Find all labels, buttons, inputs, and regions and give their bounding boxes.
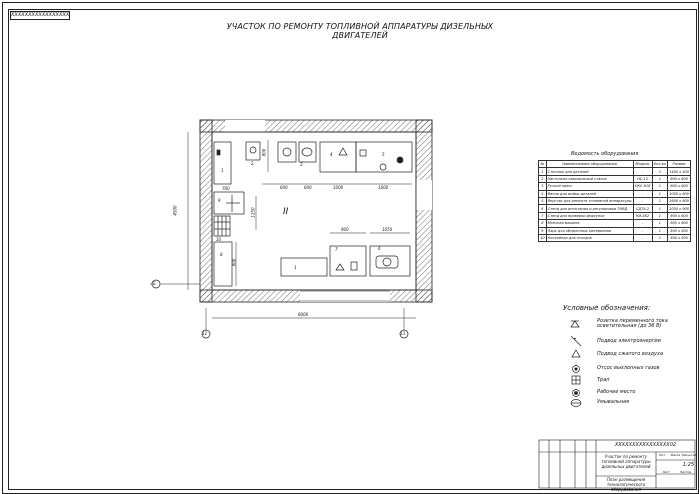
equipment-8-washer — [214, 242, 232, 286]
dim-1000: 1000 — [333, 185, 344, 190]
equipment-5-bench — [356, 142, 412, 172]
table-row — [539, 175, 691, 182]
top-stamp: XXXXXXXXXXXXXXXXX — [11, 12, 70, 18]
table-row — [539, 205, 691, 212]
table-cell: 1050 х 900 — [669, 206, 689, 211]
table-cell: Ручной пресс — [546, 183, 633, 190]
table-cell: 7 — [539, 212, 547, 219]
table-cell: 3 — [539, 183, 547, 190]
table-cell: Контейнер для отходов — [546, 234, 633, 241]
equipment-10-container — [214, 216, 230, 236]
table-row — [539, 227, 691, 234]
legend-item: Розетка переменного тока осветительная (до 36 В) — [597, 318, 668, 329]
title-block — [539, 440, 697, 492]
table-cell: 6 — [539, 205, 547, 212]
doc-code: XXXXXXXXXXXXXXXX02 — [614, 442, 677, 448]
wall-right — [416, 120, 432, 302]
legend-symbols — [571, 321, 581, 407]
equipment-1b-rack — [281, 258, 327, 276]
table-cell: Настольно-сверлильный станок — [546, 175, 633, 182]
equipment-3-press — [278, 142, 296, 162]
table-cell: 1 — [652, 190, 668, 197]
table-cell: ОКС-918 — [634, 184, 651, 189]
axis-label-b: Б — [153, 281, 156, 286]
table-cell: 10 — [540, 236, 545, 241]
table-cell: 2 — [539, 175, 547, 182]
col-mass: Масса — [670, 453, 681, 457]
scale-value: 1:25 — [682, 462, 695, 468]
equipment-number: 5 — [382, 152, 385, 157]
dim-1600: 1600 — [378, 185, 389, 190]
table-cell: КИ-562 — [633, 212, 652, 219]
equipment-number: 10 — [216, 237, 222, 242]
equipment-6-pump-stand — [370, 246, 410, 276]
col-header: Размер — [668, 161, 691, 168]
room-label: II — [283, 207, 289, 217]
equipment-number: 1 — [221, 168, 224, 173]
table-cell: 1 — [652, 220, 668, 227]
table-cell: 900 х 800 — [668, 220, 691, 227]
equipment-2-drill — [246, 142, 260, 160]
equipment-9-bin — [214, 192, 244, 214]
equipment-number: 2 — [251, 161, 254, 166]
col-sheet: Лист — [662, 470, 670, 474]
table-cell: 1 — [652, 183, 668, 190]
table-cell: Моечная машина — [546, 220, 633, 227]
table-cell: 1 — [652, 234, 668, 241]
table-cell: - — [633, 168, 652, 175]
equipment-table-title: Ведомость оборудования — [571, 151, 639, 157]
equipment-number: 1 — [294, 265, 297, 270]
dim-900a: 900 — [341, 227, 349, 232]
table-cell: 1 — [652, 212, 668, 219]
doc-title: Участок по ремонту топливной аппаратуры дизельных двигателей — [601, 454, 651, 469]
col-header: Модель — [633, 161, 652, 168]
wall-left — [200, 120, 212, 302]
dim-600a: 600 — [280, 185, 288, 190]
dim-700: 700 — [222, 186, 230, 191]
table-cell: - — [633, 190, 652, 197]
table-cell: 1 — [652, 175, 668, 182]
table-cell: 1 — [652, 227, 668, 234]
dim-600b: 600 — [304, 185, 312, 190]
table-cell: 1600 х 800 — [669, 199, 689, 204]
table-cell: 1 — [539, 168, 547, 175]
legend-title: Условные обозначения: — [563, 304, 651, 312]
room-outline — [212, 132, 416, 290]
axis-label-12: 12 — [202, 331, 208, 336]
equipment-1-rack — [214, 142, 231, 184]
equipment-number: 6 — [378, 246, 381, 251]
table-cell: 8 — [539, 220, 547, 227]
table-cell: 9 — [539, 227, 547, 234]
axis-label-13: 13 — [400, 331, 406, 336]
legend-item: Отсос выхлопных газов — [597, 365, 660, 371]
dim-total-height: 4500 — [172, 205, 178, 216]
legend-item: Умывальник — [597, 399, 630, 405]
equipment-number: 8 — [220, 252, 223, 257]
table-row — [539, 197, 691, 204]
equipment-number: 3 — [300, 162, 303, 167]
table-cell: - — [633, 220, 652, 227]
table-cell: - — [633, 197, 652, 204]
table-row — [539, 183, 691, 190]
table-cell: 5 — [539, 197, 547, 204]
dim-1250: 1250 — [250, 207, 256, 218]
dim-1050: 1050 — [382, 227, 393, 232]
table-cell: 500 х 500 — [668, 227, 691, 234]
table-row — [539, 212, 691, 219]
drawing-title: УЧАСТОК ПО РЕМОНТУ ТОПЛИВНОЙ АППАРАТУРЫ ДИЗЕЛЬНЫХ ДВИГАТЕЛЕЙ — [226, 22, 494, 40]
table-cell: 900 х 600 — [668, 212, 691, 219]
table-cell: 2 — [652, 168, 668, 175]
table-row — [539, 220, 691, 227]
equipment-number: 4 — [330, 152, 333, 157]
table-cell: Стенд для проверки форсунок — [546, 212, 633, 219]
table-cell: Стеллаж для деталей — [546, 168, 633, 175]
legend-item: Подвод электроэнергии — [597, 338, 661, 344]
legend-item: Подвод сжатого воздуха — [597, 351, 663, 357]
equipment-wash-sink — [299, 142, 316, 162]
table-cell: 800 х 600 — [668, 183, 691, 190]
table-cell: НС-12 — [633, 175, 652, 182]
legend-item: Рабочее место — [597, 389, 636, 395]
table-cell: Верстак для ремонта топливной аппаратуры — [547, 199, 632, 204]
table-cell: СДТА-2 — [633, 205, 652, 212]
col-lit: Лит. — [659, 453, 666, 457]
dim-900b: 900 — [231, 258, 237, 267]
col-header: Наименование оборудования — [546, 161, 633, 168]
table-cell: - — [633, 227, 652, 234]
sheet-name: План размещения технологического оборудования — [606, 477, 646, 492]
table-cell: 800 х 600 — [668, 175, 691, 182]
table-header-row — [539, 161, 691, 168]
table-cell: Ванна для мойки деталей — [546, 190, 633, 197]
table-cell: Стенд для испытания и регулировки ТНВД — [546, 205, 633, 212]
col-header: Кол-во — [653, 162, 666, 167]
col-header: № — [539, 161, 547, 168]
table-cell: - — [633, 234, 652, 241]
equipment-number: 7 — [335, 247, 338, 252]
table-row — [539, 234, 691, 241]
equipment-number: 9 — [218, 198, 221, 203]
table-row — [539, 190, 691, 197]
table-cell: 1 — [652, 205, 668, 212]
dim-total-width: 6000 — [298, 312, 309, 317]
table-cell: 1000 х 600 — [669, 191, 689, 196]
dim-800: 800 — [261, 148, 267, 157]
equipment-table — [538, 160, 691, 242]
col-sheets: Листов — [679, 470, 692, 474]
equipment-4-tub — [320, 142, 356, 172]
legend-item: Трап — [597, 377, 610, 383]
table-cell: 1400 х 500 — [669, 169, 689, 174]
table-cell: 500 х 500 — [668, 234, 691, 241]
table-cell: Ларь для обтирочных материалов — [546, 227, 633, 234]
table-cell: 1 — [652, 197, 668, 204]
table-cell: 4 — [539, 190, 547, 197]
col-scale: Масштаб — [682, 453, 697, 457]
table-row — [539, 168, 691, 175]
